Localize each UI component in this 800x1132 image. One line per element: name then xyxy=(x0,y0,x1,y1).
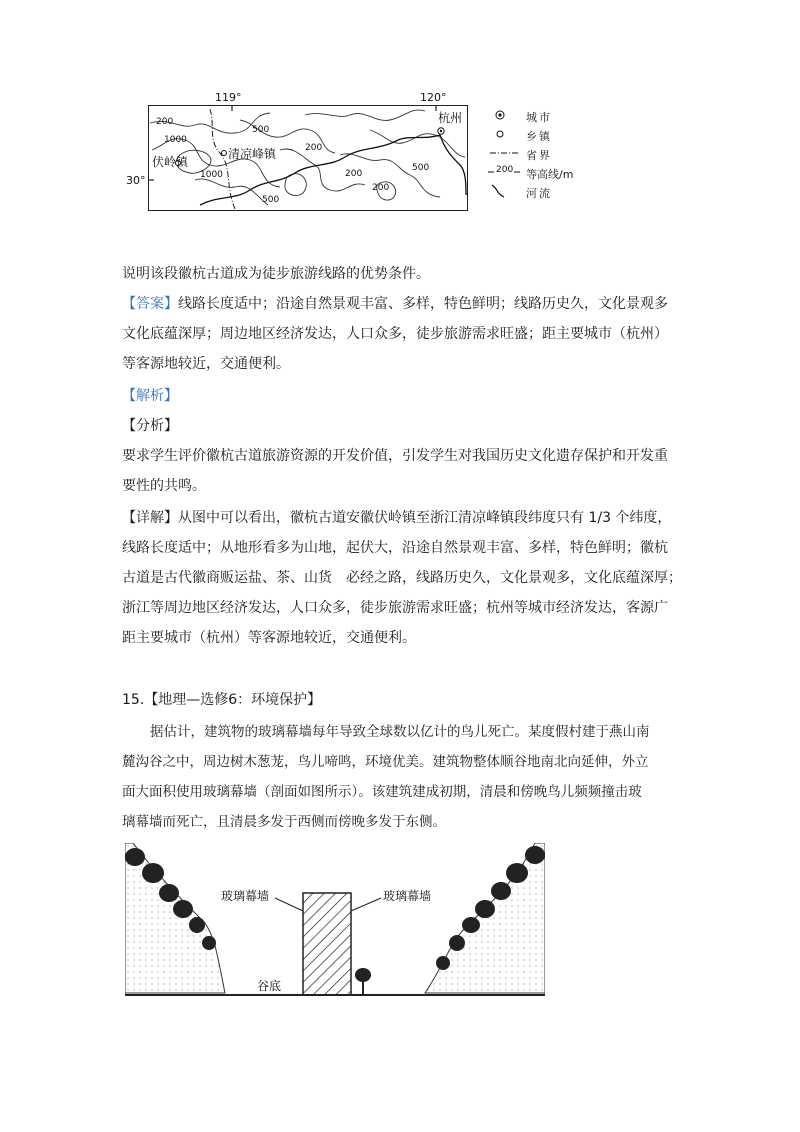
q15-header: 15.【地理—选修6：环境保护】 xyxy=(122,692,322,708)
valley-diagram xyxy=(125,843,545,1005)
contour-label: 500 xyxy=(412,163,430,173)
contour-label: 200 xyxy=(345,169,363,179)
question-text: 说明该段徽杭古道成为徒步旅游线路的优势条件。 xyxy=(122,266,430,282)
longitude-label-119: 119° xyxy=(215,91,242,104)
answer-line-1: 【答案】线路长度适中；沿途自然景观丰富、多样，特色鲜明；线路历史久，文化景观多 xyxy=(122,296,668,312)
answer-line-2: 文化底蕴深厚；周边地区经济发达，人口众多，徒步旅游需求旺盛；距主要城市（杭州） xyxy=(122,326,668,342)
q15-paragraph-line-4: 璃幕墙而死亡，且清晨多发于西侧而傍晚多发于东侧。 xyxy=(122,814,446,830)
q15-paragraph-line-2: 麓沟谷之中，周边树木葱茏，鸟儿啼鸣，环境优美。建筑物整体顺谷地南北向延伸，外立 xyxy=(122,754,649,770)
latitude-label-30: 30° xyxy=(126,174,146,187)
contour-label: 500 xyxy=(262,195,280,205)
map-legend xyxy=(488,107,598,202)
contour-label: 200 xyxy=(372,183,390,193)
city-dot-icon xyxy=(488,107,520,123)
detail-line-4: 浙江等周边地区经济发达，人口众多，徒步旅游需求旺盛；杭州等城市经济发达，客源广 xyxy=(122,600,668,616)
river-icon xyxy=(488,183,520,199)
town-circle-icon xyxy=(488,126,520,142)
legend-item-city: 城市 xyxy=(488,107,598,126)
q15-paragraph-line-1: 据估计，建筑物的玻璃幕墙每年导致全球数以亿计的鸟儿死亡。某度假村建于燕山南 xyxy=(150,724,650,740)
legend-item-boundary: 省界 xyxy=(488,145,598,164)
legend-item-contour: 200 等高线/m xyxy=(488,164,598,183)
detail-line-5: 距主要城市（杭州）等客源地较近，交通便利。 xyxy=(122,630,416,646)
analysis-tag: 【解析】 xyxy=(122,388,178,404)
map-label-hangzhou: 杭州 xyxy=(438,111,463,125)
answer-line-3: 等客源地较近，交通便利。 xyxy=(122,356,290,372)
valley-cross-section-figure xyxy=(125,843,545,1005)
detail-tag: 【详解】 xyxy=(122,510,178,526)
glass-building xyxy=(303,893,351,995)
detail-line-2: 线路长度适中；从地形看多为山地，起伏大，沿途自然景观丰富、多样，特色鲜明；徽杭 xyxy=(122,540,668,556)
province-boundary-icon xyxy=(488,145,520,161)
contour-label: 1000 xyxy=(164,135,187,145)
map-label-qingliangfengzhen: 清凉峰镇 xyxy=(228,147,277,161)
topographic-map-figure xyxy=(126,91,600,220)
contour-label: 500 xyxy=(252,125,270,135)
contour-label: 200 xyxy=(156,117,174,127)
fenxi-line-1: 要求学生评价徽杭古道旅游资源的开发价值，引发学生对我国历史文化遗存保护和开发重 xyxy=(122,448,668,464)
right-glass-wall-label: 玻璃幕墙 xyxy=(383,889,432,903)
detail-line-1: 【详解】从图中可以看出，徽杭古道安徽伏岭镇至浙江清凉峰镇段纬度只有 1/3 个纬度， xyxy=(122,510,672,526)
contour-label: 1000 xyxy=(200,170,223,180)
map-label-fulingzhen: 伏岭镇 xyxy=(152,155,189,169)
fenxi-tag: 【分析】 xyxy=(122,418,178,434)
fenxi-line-2: 要性的共鸣。 xyxy=(122,478,206,494)
longitude-label-120: 120° xyxy=(420,91,447,104)
legend-item-river: 河流 xyxy=(488,183,598,202)
left-glass-wall-label: 玻璃幕墙 xyxy=(221,889,270,903)
contour-label: 200 xyxy=(305,143,323,153)
detail-line-3: 古道是古代徽商贩运盐、茶、山货 必经之路，线路历史久，文化景观多，文化底蕴深厚； xyxy=(122,570,682,586)
map-contours xyxy=(140,95,480,220)
legend-item-town: 乡镇 xyxy=(488,126,598,145)
answer-tag: 【答案】 xyxy=(122,296,178,312)
q15-paragraph-line-3: 面大面积使用玻璃幕墙（剖面如图所示）。该建筑建成初期，清晨和傍晚鸟儿频频撞击玻 xyxy=(122,784,642,800)
valley-bottom-label: 谷底 xyxy=(257,979,282,993)
